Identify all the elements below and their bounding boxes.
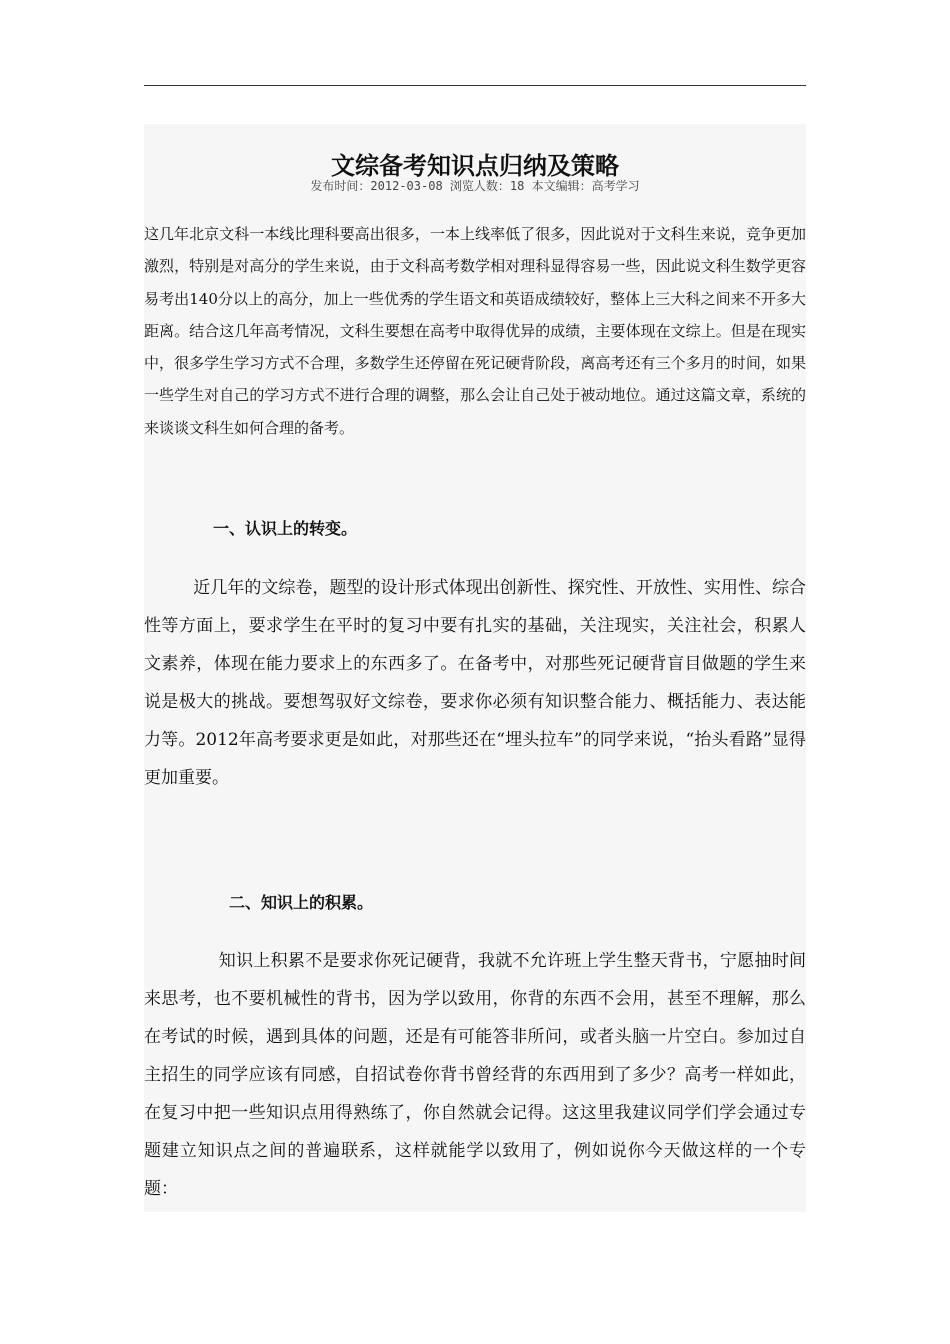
section-heading-1: 一、认识上的转变。 — [213, 519, 358, 538]
header-rule — [144, 85, 806, 86]
section-paragraph-2: 知识上积累不是要求你死记硬背，我就不允许班上学生整天背书，宁愿抽时间来思考，也不要机械性的背书，因为学以致用，你背的东西不会用，甚至不理解，那么在考试的时候，遇到具体的问题，还是有可能答非所问，或者头脑一片空白。参加过自主招生的同学应该有同感，自招试卷你背书曾经背的东西用到了多少？高考一样如此，在复习中把一些知识点用得熟练了，你自然就会记得。这这里我建议同学们学会通过专题建立知识点之间的普遍联系，这样就能学以致用了，例如说你今天做这样的一个专题： — [144, 951, 806, 1199]
section-heading-2: 二、知识上的积累。 — [229, 893, 374, 912]
intro-paragraph: 这几年北京文科一本线比理科要高出很多，一本上线率低了很多，因此说对于文科生来说，竞争更加激烈，特别是对高分的学生来说，由于文科高考数学相对理科显得容易一些，因此说文科生数学更容易考出140分以上的高分，加上一些优秀的学生语文和英语成绩较好，整体上三大科之间来不开多大距离。结合这几年高考情况，文科生要想在高考中取得优异的成绩，主要体现在文综上。但是在现实中，很多学生学习方式不合理，多数学生还停留在死记硬背阶段，离高考还有三个多月的时间，如果一些学生对自己的学习方式不进行合理的调整，那么会让自己处于被动地位。通过这篇文章，系统的来谈谈文科生如何合理的备考。 — [144, 225, 806, 437]
article-meta: 发布时间：2012-03-08 浏览人数：18 本文编辑：高考学习 — [310, 179, 640, 193]
article-title: 文综备考知识点归纳及策略 — [331, 151, 619, 181]
section-paragraph-1: 近几年的文综卷，题型的设计形式体现出创新性、探究性、开放性、实用性、综合性等方面上，要求学生在平时的复习中要有扎实的基础，关注现实，关注社会，积累人文素养，体现在能力要求上的东西多了。在备考中，对那些死记硬背盲目做题的学生来说是极大的挑战。要想驾驭好文综卷，要求你必须有知识整合能力、概括能力、表达能力等。2012年高考要求更是如此，对那些还在“埋头拉车”的同学来说，“抬头看路”显得更加重要。 — [144, 578, 806, 788]
